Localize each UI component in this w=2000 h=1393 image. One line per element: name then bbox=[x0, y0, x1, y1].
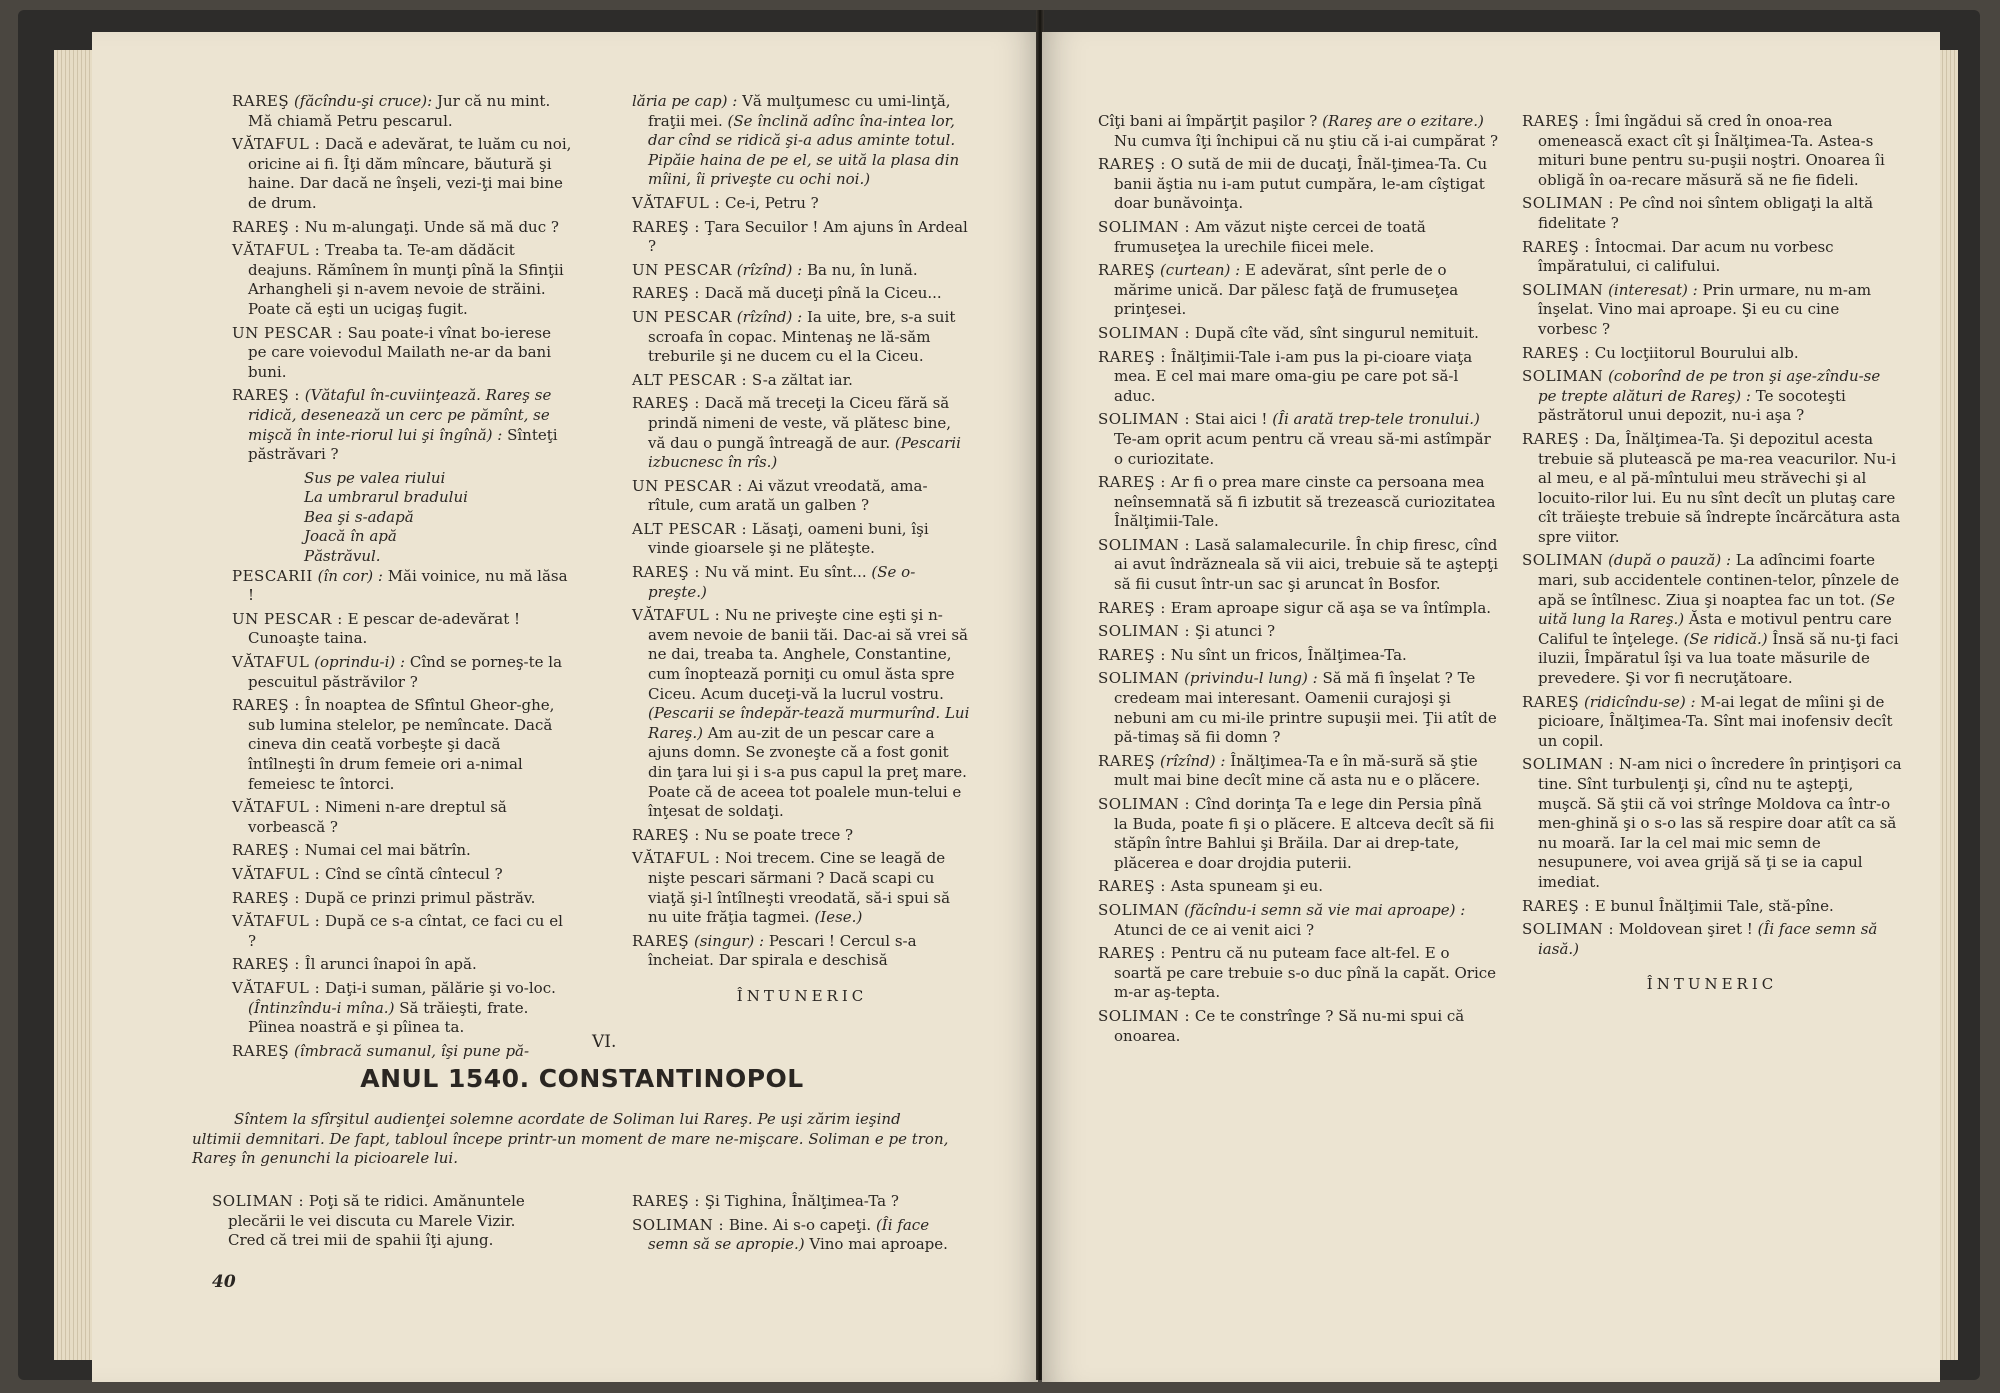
dialogue-line bbox=[212, 1192, 552, 1251]
dialogue-text: Înălţimea-Ta e în mă-sură să ştie mult mai bine decît mine că asta nu e o plăcere. bbox=[1114, 751, 1481, 790]
dialogue-text: Şi atunci ? bbox=[1194, 622, 1276, 641]
dialogue-line bbox=[1098, 901, 1498, 940]
dialogue-text: Ar fi o prea mare cinste ca persoana mea neînsemnată să fi izbutit să trezească curiozitatea Înălţimii-Tale. bbox=[1114, 473, 1496, 531]
dialogue-line bbox=[632, 826, 972, 846]
verse-line: Păstrăvul. bbox=[304, 547, 381, 566]
dialogue-line bbox=[232, 979, 572, 1038]
dialogue-text: Treaba ta. Te-am dădăcit deajuns. Rămînem în munţi pînă la Sfinţii Arhangheli şi n-avem nevoie de străini. Poate că eşti un ucigaş fugit. bbox=[248, 241, 564, 318]
stage-direction: lăria pe cap) : bbox=[632, 92, 738, 110]
dialogue-text: Ai văzut vreodată, ama-rîtule, cum arată un galben ? bbox=[648, 476, 928, 515]
speaker-name: RAREŞ : bbox=[1522, 896, 1590, 915]
act-title: ANUL 1540. CONSTANTINOPOL bbox=[360, 1064, 804, 1093]
stage-direction: (Iese.) bbox=[814, 908, 863, 927]
dialogue-text: Ăsta e motivul pentru care Califul te înţelege. bbox=[1538, 610, 1892, 648]
dialogue-text: Ce te constrînge ? Să nu-mi spui că onoarea. bbox=[1114, 1006, 1465, 1045]
dialogue-line bbox=[1098, 944, 1498, 1003]
verse-line: Sus pe valea riului bbox=[304, 468, 446, 487]
speaker-name: ALT PESCAR : bbox=[632, 370, 748, 389]
dialogue-line bbox=[632, 394, 972, 472]
dialogue-line bbox=[232, 912, 572, 951]
speaker-name: UN PESCAR bbox=[632, 260, 732, 279]
stage-direction: (Se uită lung la Rareş.) bbox=[1538, 590, 1895, 629]
speaker-name: SOLIMAN : bbox=[1098, 795, 1191, 813]
speaker-name: RAREŞ bbox=[1098, 261, 1156, 280]
dialogue-line bbox=[632, 218, 972, 257]
book-spread bbox=[18, 10, 1980, 1380]
speaker-name: RAREŞ : bbox=[632, 825, 700, 844]
dialogue-text: Pe cînd noi sîntem obligaţi la altă fidelitate ? bbox=[1538, 194, 1874, 232]
stage-direction: (Rareş are o ezitare.) bbox=[1322, 112, 1484, 130]
dialogue-line bbox=[1098, 752, 1498, 791]
dialogue-line bbox=[1522, 112, 1902, 190]
dialogue-line bbox=[1522, 238, 1902, 277]
dialogue-line bbox=[1098, 669, 1498, 747]
dialogue-line bbox=[232, 955, 572, 975]
stage-direction: (oprindu-i) : bbox=[314, 653, 406, 672]
dialogue-line bbox=[232, 889, 572, 909]
speaker-name: SOLIMAN : bbox=[1098, 410, 1191, 429]
dialogue-text: Prin urmare, nu m-am înşelat. Vino mai aproape. Şi eu cu cine vorbesc ? bbox=[1538, 280, 1872, 338]
page-number: 40 bbox=[212, 1272, 236, 1292]
dialogue-text: Măi voinice, nu mă lăsa ! bbox=[248, 566, 568, 605]
speaker-name: RAREŞ : bbox=[632, 217, 700, 236]
speaker-name: RAREŞ : bbox=[1098, 645, 1166, 664]
dialogue-line bbox=[1098, 646, 1498, 666]
dialogue-text: Ba nu, în lună. bbox=[807, 260, 918, 279]
speaker-name: VĂTAFUL : bbox=[232, 912, 321, 931]
dialogue-text: S-a zăltat iar. bbox=[751, 370, 853, 389]
dialogue-text: După cîte văd, sînt singurul nemituit. bbox=[1194, 323, 1479, 342]
speaker-name: RAREŞ bbox=[632, 931, 690, 950]
stage-direction: (rîzînd) : bbox=[736, 307, 803, 326]
left-column-2 bbox=[632, 92, 972, 1007]
dialogue-text: Cînd se porneş-te la pescuitul păstrăvilor ? bbox=[248, 653, 563, 691]
speaker-name: SOLIMAN : bbox=[1098, 1006, 1191, 1025]
speaker-name: PESCARII bbox=[232, 566, 313, 585]
dialogue-text: În noaptea de Sfîntul Gheor-ghe, sub lumina stelelor, pe nemîncate. Dacă cineva din ceată vorbeşte şi dacă întîlneşti în drum femeie ori a-nimal femeiesc te întorci. bbox=[248, 696, 555, 793]
dialogue-line bbox=[232, 218, 572, 238]
dialogue-text: Dacă mă treceţi la Ciceu fără să prindă nimeni de veste, vă plătesc bine, vă dau o pungă întreagă de aur. bbox=[648, 394, 952, 452]
scene-introduction: Sîntem la sfîrşitul audienţei solemne acordate de Soliman lui Rareş. Pe uşi zărim ieşind ultimii demnitari. De fapt, tabloul începe printr-un moment de mare ne-mişcare. Soliman e pe tron, Rareş în genunchi la picioarele lui. bbox=[192, 1110, 949, 1168]
stage-direction: (Întinzîndu-i mîna.) bbox=[248, 998, 395, 1017]
dialogue-line bbox=[1098, 536, 1498, 595]
left-page-edges bbox=[54, 50, 94, 1360]
stage-direction: (ridicîndu-se) : bbox=[1583, 692, 1696, 711]
dialogue-text: Nu m-alungaţi. Unde să mă duc ? bbox=[304, 217, 559, 236]
dialogue-text: Moldovean şiret ! bbox=[1618, 920, 1753, 939]
dialogue-text: Nu ne priveşte cine eşti şi n-avem nevoie de banii tăi. Dac-ai să vrei să ne dai, treaba ta. Anghele, Constantine, cum înoptează porniţi cu omul ăsta spre Ciceu. Acum duceţi-vă la lucrul vostru. bbox=[648, 606, 968, 703]
speaker-name: RAREŞ : bbox=[232, 386, 300, 405]
stage-direction: (privindu-l lung) : bbox=[1184, 669, 1318, 688]
speaker-name: RAREŞ : bbox=[632, 394, 700, 413]
dialogue-line bbox=[1522, 344, 1902, 364]
stage-direction: (singur) : bbox=[693, 931, 765, 950]
dialogue-text: E pescar de-adevărat ! Cunoaşte taina. bbox=[248, 609, 521, 648]
speaker-name: VĂTAFUL : bbox=[632, 606, 721, 625]
dialogue-text: Ia uite, bre, s-a suit scroafa în copac. Mintenaş ne lă-săm treburile şi ne ducem cu el la Ciceu. bbox=[648, 307, 956, 366]
dialogue-text: Noi trecem. Cine se leagă de nişte pescari sărmani ? Dacă scapi cu viaţă şi-l întîlneşti vreodată, să-i spui să nu uite frăţia tagmei. bbox=[648, 849, 951, 927]
dialogue-line bbox=[1522, 367, 1902, 426]
dialogue-text: Întocmai. Dar acum nu vorbesc împăratului, ci califului. bbox=[1538, 237, 1834, 276]
stage-direction: (făcîndu-i semn să vie mai aproape) : bbox=[1184, 900, 1466, 919]
dialogue-text: Jur că nu mint. Mă chiamă Petru pescarul. bbox=[248, 92, 551, 130]
dialogue-text: Şi Tighina, Înălţimea-Ta ? bbox=[704, 1192, 899, 1210]
dialogue-line bbox=[1098, 155, 1498, 214]
dialogue-line bbox=[632, 371, 972, 391]
dialogue-line bbox=[632, 92, 972, 190]
stage-direction: (interesat) : bbox=[1608, 280, 1698, 299]
stage-direction: (după o pauză) : bbox=[1608, 551, 1732, 570]
dialogue-text: Îmi îngădui să cred în onoa-rea omenească exact cît şi Înălţimea-Ta. Astea-s mituri bune pentru su-puşii noştri. Onoarea îi obligă în oa-recare măsură să ne fie fideli. bbox=[1538, 112, 1885, 189]
speaker-name: RAREŞ : bbox=[1098, 944, 1166, 963]
dialogue-text: Vă mulţumesc cu umi-linţă, fraţii mei. bbox=[648, 92, 951, 130]
dialogue-line bbox=[632, 261, 972, 281]
stage-direction: (rîzînd) : bbox=[736, 260, 803, 279]
dialogue-text: E adevărat, sînt perle de o mărime unică. Dar pălesc faţă de frumuseţea prinţesei. bbox=[1114, 261, 1459, 319]
speaker-name: RAREŞ bbox=[232, 1041, 290, 1060]
dialogue-line bbox=[232, 92, 572, 131]
speaker-name: RAREŞ : bbox=[232, 696, 300, 715]
speaker-name: RAREŞ bbox=[232, 92, 290, 110]
speaker-name: RAREŞ : bbox=[1522, 429, 1590, 448]
dialogue-line bbox=[1522, 194, 1902, 233]
speaker-name: SOLIMAN : bbox=[1522, 755, 1615, 774]
speaker-name: VĂTAFUL : bbox=[232, 241, 321, 260]
speaker-name: SOLIMAN : bbox=[1098, 535, 1191, 554]
dialogue-text: Nu cumva îţi închipui că nu ştiu că i-ai cumpărat ? bbox=[1114, 131, 1498, 150]
dialogue-text: O sută de mii de ducaţi, Înăl-ţimea-Ta. Cu banii ăştia nu i-am putut cumpăra, le-am cîştigat doar bunăvoinţa. bbox=[1114, 155, 1488, 213]
act-number: VI. bbox=[592, 1032, 617, 1052]
speaker-name: SOLIMAN : bbox=[1098, 217, 1191, 236]
verse-line: La umbrarul bradului bbox=[304, 488, 468, 507]
dialogue-line bbox=[1522, 551, 1902, 688]
dialogue-line bbox=[632, 606, 972, 822]
dialogue-text: Pescari ! Cercul s-a încheiat. Dar spirala e deschisă bbox=[648, 931, 917, 970]
dialogue-text: Nu se poate trece ? bbox=[704, 825, 854, 844]
dialogue-text: Lasă salamalecurile. În chip firesc, cînd ai avut îndrăzneala să vii aici, trebuie să te aştepţi să fii cusut într-un sac şi aruncat în Bosfor. bbox=[1114, 535, 1499, 594]
dialogue-text: Bine. Ai s-o capeţi. bbox=[728, 1215, 872, 1234]
dialogue-line bbox=[232, 1042, 572, 1062]
dialogue-text: Atunci de ce ai venit aici ? bbox=[1114, 920, 1315, 939]
dialogue-line bbox=[232, 324, 572, 383]
dialogue-text: Nimeni n-are dreptul să vorbească ? bbox=[248, 798, 507, 836]
dialogue-text: Însă să nu-ţi faci iluzii, Împăratul îşi va lua toate măsurile de prevedere. Şi vor fi necruţătoare. bbox=[1538, 629, 1899, 688]
dialogue-line bbox=[1522, 755, 1902, 892]
dialogue-line bbox=[1098, 218, 1498, 257]
speaker-name: RAREŞ bbox=[1522, 692, 1580, 711]
dialogue-text: Daţi-i suman, pălărie şi vo-loc. bbox=[324, 978, 556, 997]
stage-direction: (curtean) : bbox=[1159, 261, 1241, 280]
stage-direction: (Se înclină adînc îna-intea lor, dar cînd se ridică şi-a adus aminte totul. Pipăie haina de pe el, se uită la plasa din mîini, îi priveşte cu ochi noi.) bbox=[648, 111, 960, 189]
stage-direction: (Se o-preşte.) bbox=[648, 563, 916, 601]
dialogue-text: Da, Înălţimea-Ta. Şi depozitul acesta trebuie să plutească pe ma-rea veacurilor. Nu-i al meu, e al pă-mîntului meu străvechi şi al locuito-rilor lui. Eu nu sînt decît un plutaş care cît trăieşte trebuie să îndrepte încărcătura asta spre viitor. bbox=[1538, 429, 1901, 546]
dialogue-line bbox=[632, 194, 972, 214]
dialogue-text: Cîţi bani ai împărţit paşilor ? bbox=[1098, 112, 1318, 130]
dialogue-line bbox=[632, 520, 972, 559]
stage-direction: (Îi face semn să se apropie.) bbox=[648, 1215, 930, 1254]
dialogue-line bbox=[632, 477, 972, 516]
dialogue-line bbox=[632, 563, 972, 602]
speaker-name: RAREŞ : bbox=[1098, 877, 1166, 896]
dialogue-text: Ce-i, Petru ? bbox=[724, 193, 819, 212]
stage-direction: (îmbracă sumanul, îşi pune pă- bbox=[293, 1041, 530, 1060]
speaker-name: ALT PESCAR : bbox=[632, 519, 748, 538]
speaker-name: SOLIMAN : bbox=[632, 1215, 725, 1234]
speaker-name: RAREŞ : bbox=[1522, 237, 1590, 256]
speaker-name: RAREŞ : bbox=[232, 955, 300, 974]
stage-direction: (Pescarii se îndepăr-tează murmurînd. Lui Rareş.) bbox=[648, 704, 970, 742]
stage-direction: (Îi face semn să iasă.) bbox=[1538, 920, 1878, 958]
dialogue-line bbox=[1098, 324, 1498, 344]
curtain-note: ÎNTUNERIC bbox=[1646, 975, 1778, 994]
speaker-name: SOLIMAN bbox=[1522, 551, 1604, 570]
speaker-name: RAREŞ : bbox=[1098, 155, 1166, 174]
right-page-edges bbox=[1938, 50, 1958, 1360]
dialogue-text: Cînd se cîntă cîntecul ? bbox=[324, 864, 503, 883]
speaker-name: RAREŞ : bbox=[632, 1192, 700, 1210]
left-page bbox=[92, 32, 1038, 1382]
speaker-name: RAREŞ : bbox=[1522, 343, 1590, 362]
speaker-name: RAREŞ : bbox=[1098, 598, 1166, 617]
dialogue-line bbox=[232, 241, 572, 319]
dialogue-line bbox=[1098, 622, 1498, 642]
dialogue-text: Sau poate-i vînat bo-ierese pe care voievodul Mailath ne-ar da bani buni. bbox=[248, 323, 552, 381]
curtain-note: ÎNTUNERIC bbox=[736, 986, 868, 1005]
dialogue-text: Cînd dorinţa Ta e lege din Persia pînă la Buda, poate fi şi o plăcere. E altceva decît să fii stăpîn între Bahlui şi Brăila. Dar ai drep-tate, plăcerea e doar drojdia puterii. bbox=[1114, 795, 1495, 872]
right-column-2 bbox=[1522, 112, 1902, 995]
speaker-name: UN PESCAR : bbox=[232, 323, 343, 342]
stage-direction: (Îi arată trep-tele tronului.) bbox=[1272, 410, 1480, 429]
dialogue-line bbox=[632, 1216, 972, 1255]
stage-direction: (Pescarii izbucnesc în rîs.) bbox=[648, 433, 961, 472]
speaker-name: RAREŞ : bbox=[632, 563, 700, 582]
verse-line: Bea şi s-adapă bbox=[304, 507, 414, 526]
dialogue-text: Dacă e adevărat, te luăm cu noi, oricine ai fi. Îţi dăm mîncare, băutură şi haine. Dar dacă ne înşeli, vezi-ţi mai bine de drum. bbox=[248, 135, 572, 212]
speaker-name: VĂTAFUL bbox=[232, 653, 310, 672]
dialogue-line bbox=[1522, 430, 1902, 548]
dialogue-text: Pentru că nu puteam face alt-fel. E o soartă pe care trebuie s-o duc pînă la capăt. Orice m-ar aş-tepta. bbox=[1114, 944, 1497, 1002]
speaker-name: SOLIMAN bbox=[1522, 280, 1604, 299]
dialogue-line bbox=[632, 1192, 972, 1212]
dialogue-line bbox=[1522, 897, 1902, 917]
stage-direction: (coborînd de pe tron şi aşe-zîndu-se pe treptе alături de Rareş) : bbox=[1538, 367, 1881, 405]
dialogue-line bbox=[232, 696, 572, 794]
speaker-name: SOLIMAN : bbox=[1522, 194, 1615, 213]
dialogue-line bbox=[232, 135, 572, 213]
dialogue-text: La adîncimi foarte mari, sub accidentele continen-telor, pînzele de apă se întîlnesc. Ziua şi noaptea fac un tot. bbox=[1538, 551, 1900, 609]
dialogue-text: Sînteţi păstrăvari ? bbox=[248, 425, 558, 464]
dialogue-text: Cu locţiitorul Bourului alb. bbox=[1594, 343, 1799, 362]
bottom-column-2 bbox=[632, 1192, 972, 1259]
speaker-name: SOLIMAN bbox=[1098, 900, 1180, 919]
speaker-name: VĂTAFUL : bbox=[232, 798, 321, 817]
dialogue-line bbox=[232, 798, 572, 837]
dialogue-text: Lăsaţi, oameni buni, îşi vinde gioarsele şi ne plăteşte. bbox=[648, 519, 929, 558]
dialogue-line bbox=[232, 386, 572, 464]
dialogue-text: După ce prinzi primul păstrăv. bbox=[304, 888, 536, 907]
dialogue-text: E bunul Înălţimii Tale, stă-pîne. bbox=[1594, 896, 1834, 915]
dialogue-text: N-am nici o încredere în prinţişori ca tine. Sînt turbulenţi şi, cînd nu te aştepţi, muşcă. Să ştii că voi strînge Moldova ca într-o men-ghină şi o s-o las să respire doar atît ca să nu moară. Iar la cel mai mic semn de nesupunere, voi avea grijă să ţi se ia capul imediat. bbox=[1538, 755, 1902, 891]
dialogue-line bbox=[1098, 112, 1498, 151]
speaker-name: SOLIMAN bbox=[1098, 669, 1180, 688]
dialogue-line bbox=[1098, 1007, 1498, 1046]
dialogue-line bbox=[232, 653, 572, 692]
speaker-name: VĂTAFUL : bbox=[632, 849, 721, 868]
dialogue-text: Dacă mă duceţi pînă la Ciceu... bbox=[704, 284, 942, 303]
dialogue-text: Am au-zit de un pescar care a ajuns domn. Se zvoneşte că a fost gonit din ţara lui şi i s-a pus capul la preţ mare. Poate că de aceea tot poalele mun-telui e înţesat de soldaţi. bbox=[648, 723, 967, 821]
speaker-name: RAREŞ : bbox=[232, 841, 300, 860]
speaker-name: VĂTAFUL : bbox=[232, 135, 321, 154]
right-column-1 bbox=[1098, 112, 1498, 1050]
speaker-name: UN PESCAR : bbox=[232, 609, 343, 628]
speaker-name: SOLIMAN bbox=[1522, 367, 1604, 386]
bottom-column-1 bbox=[212, 1192, 552, 1255]
dialogue-line bbox=[232, 610, 572, 649]
dialogue-line bbox=[1098, 473, 1498, 532]
dialogue-line bbox=[632, 849, 972, 927]
dialogue-line bbox=[632, 284, 972, 304]
dialogue-text: Vino mai aproape. bbox=[809, 1235, 948, 1254]
dialogue-line bbox=[232, 567, 572, 606]
dialogue-text: Să trăieşti, frate. Pîinea noastră e şi pîinea ta. bbox=[248, 998, 529, 1037]
speaker-name: RAREŞ bbox=[1098, 751, 1156, 770]
dialogue-line bbox=[1098, 410, 1498, 469]
dialogue-text: După ce s-a cîntat, ce faci cu el ? bbox=[248, 912, 563, 950]
dialogue-text: Nu sînt un fricos, Înălţimea-Ta. bbox=[1170, 645, 1407, 664]
dialogue-text: Eram aproape sigur că aşa se va întîmpla. bbox=[1170, 598, 1492, 617]
dialogue-text: Înălţimii-Tale i-am pus la pi-cioare viaţa mea. E cel mai mare oma-giu pe care pot să-l aduc. bbox=[1114, 347, 1473, 405]
speaker-name: VĂTAFUL : bbox=[232, 978, 321, 997]
speaker-name: VĂTAFUL : bbox=[232, 864, 321, 883]
speaker-name: SOLIMAN : bbox=[1098, 323, 1191, 342]
speaker-name: RAREŞ : bbox=[232, 888, 300, 907]
dialogue-text: Să mă fi înşelat ? Te credeam mai interesant. Oamenii curajoşi şi nebuni am cu mi-ile printre supuşii mei. Ţii atît de pă-timaş să fii domn ? bbox=[1114, 669, 1497, 747]
dialogue-text: Numai cel mai bătrîn. bbox=[304, 841, 471, 860]
dialogue-text: Te-am oprit acum pentru că vreau să-mi astîmpăr o curiozitate. bbox=[1114, 429, 1491, 468]
dialogue-line bbox=[1098, 599, 1498, 619]
stage-direction: (făcîndu-şi cruce): bbox=[293, 92, 433, 110]
dialogue-text: Te socoteşti păstrătorul unui depozit, nu-i aşa ? bbox=[1538, 386, 1846, 425]
dialogue-line bbox=[1522, 920, 1902, 959]
dialogue-text: Ţara Secuilor ! Am ajuns în Ardeal ? bbox=[648, 217, 968, 256]
left-column-1 bbox=[232, 92, 572, 1065]
dialogue-line bbox=[1522, 693, 1902, 752]
speaker-name: RAREŞ : bbox=[1098, 473, 1166, 492]
right-page bbox=[1042, 32, 1940, 1382]
speaker-name: SOLIMAN : bbox=[212, 1192, 305, 1210]
dialogue-line bbox=[1098, 877, 1498, 897]
dialogue-line bbox=[1098, 261, 1498, 320]
dialogue-line bbox=[1098, 795, 1498, 873]
dialogue-text: Nu vă mint. Eu sînt... bbox=[704, 563, 867, 582]
dialogue-text: Stai aici ! bbox=[1194, 410, 1268, 429]
stage-direction: (Vătaful în-cuviinţează. Rareş se ridică, desenează un cerc pe pămînt, se mişcă în inte-riorul lui şi îngînă) : bbox=[248, 386, 552, 444]
speaker-name: UN PESCAR bbox=[632, 307, 732, 326]
dialogue-line bbox=[232, 841, 572, 861]
speaker-name: RAREŞ : bbox=[632, 284, 700, 303]
dialogue-text: Poţi să te ridici. Amănuntele plecării le vei discuta cu Marele Vizir. Cred că trei mii de spahii îţi ajung. bbox=[228, 1192, 525, 1250]
speaker-name: SOLIMAN : bbox=[1522, 920, 1615, 939]
dialogue-line bbox=[1522, 281, 1902, 340]
dialogue-line bbox=[1098, 348, 1498, 407]
stage-direction: (rîzînd) : bbox=[1159, 751, 1226, 770]
dialogue-text: Asta spuneam şi eu. bbox=[1170, 877, 1324, 896]
speaker-name: RAREŞ : bbox=[232, 217, 300, 236]
dialogue-text: Îl arunci înapoi în apă. bbox=[304, 955, 477, 974]
speaker-name: UN PESCAR : bbox=[632, 476, 743, 495]
dialogue-line bbox=[632, 932, 972, 971]
dialogue-line bbox=[232, 865, 572, 885]
speaker-name: VĂTAFUL : bbox=[632, 193, 721, 212]
speaker-name: SOLIMAN : bbox=[1098, 622, 1191, 641]
verse-line: Joacă în apă bbox=[304, 527, 397, 546]
speaker-name: RAREŞ : bbox=[1098, 347, 1166, 366]
dialogue-line bbox=[632, 308, 972, 367]
dialogue-text: Am văzut nişte cercei de toată frumuseţea la urechile fiicei mele. bbox=[1114, 217, 1426, 256]
stage-direction: (Se ridică.) bbox=[1683, 629, 1768, 648]
speaker-name: RAREŞ : bbox=[1522, 112, 1590, 130]
dialogue-text: M-ai legat de mîini şi de picioare, Înălţimea-Ta. Sînt mai inofensiv decît un copil. bbox=[1538, 692, 1893, 750]
stage-direction: (în cor) : bbox=[317, 566, 383, 585]
